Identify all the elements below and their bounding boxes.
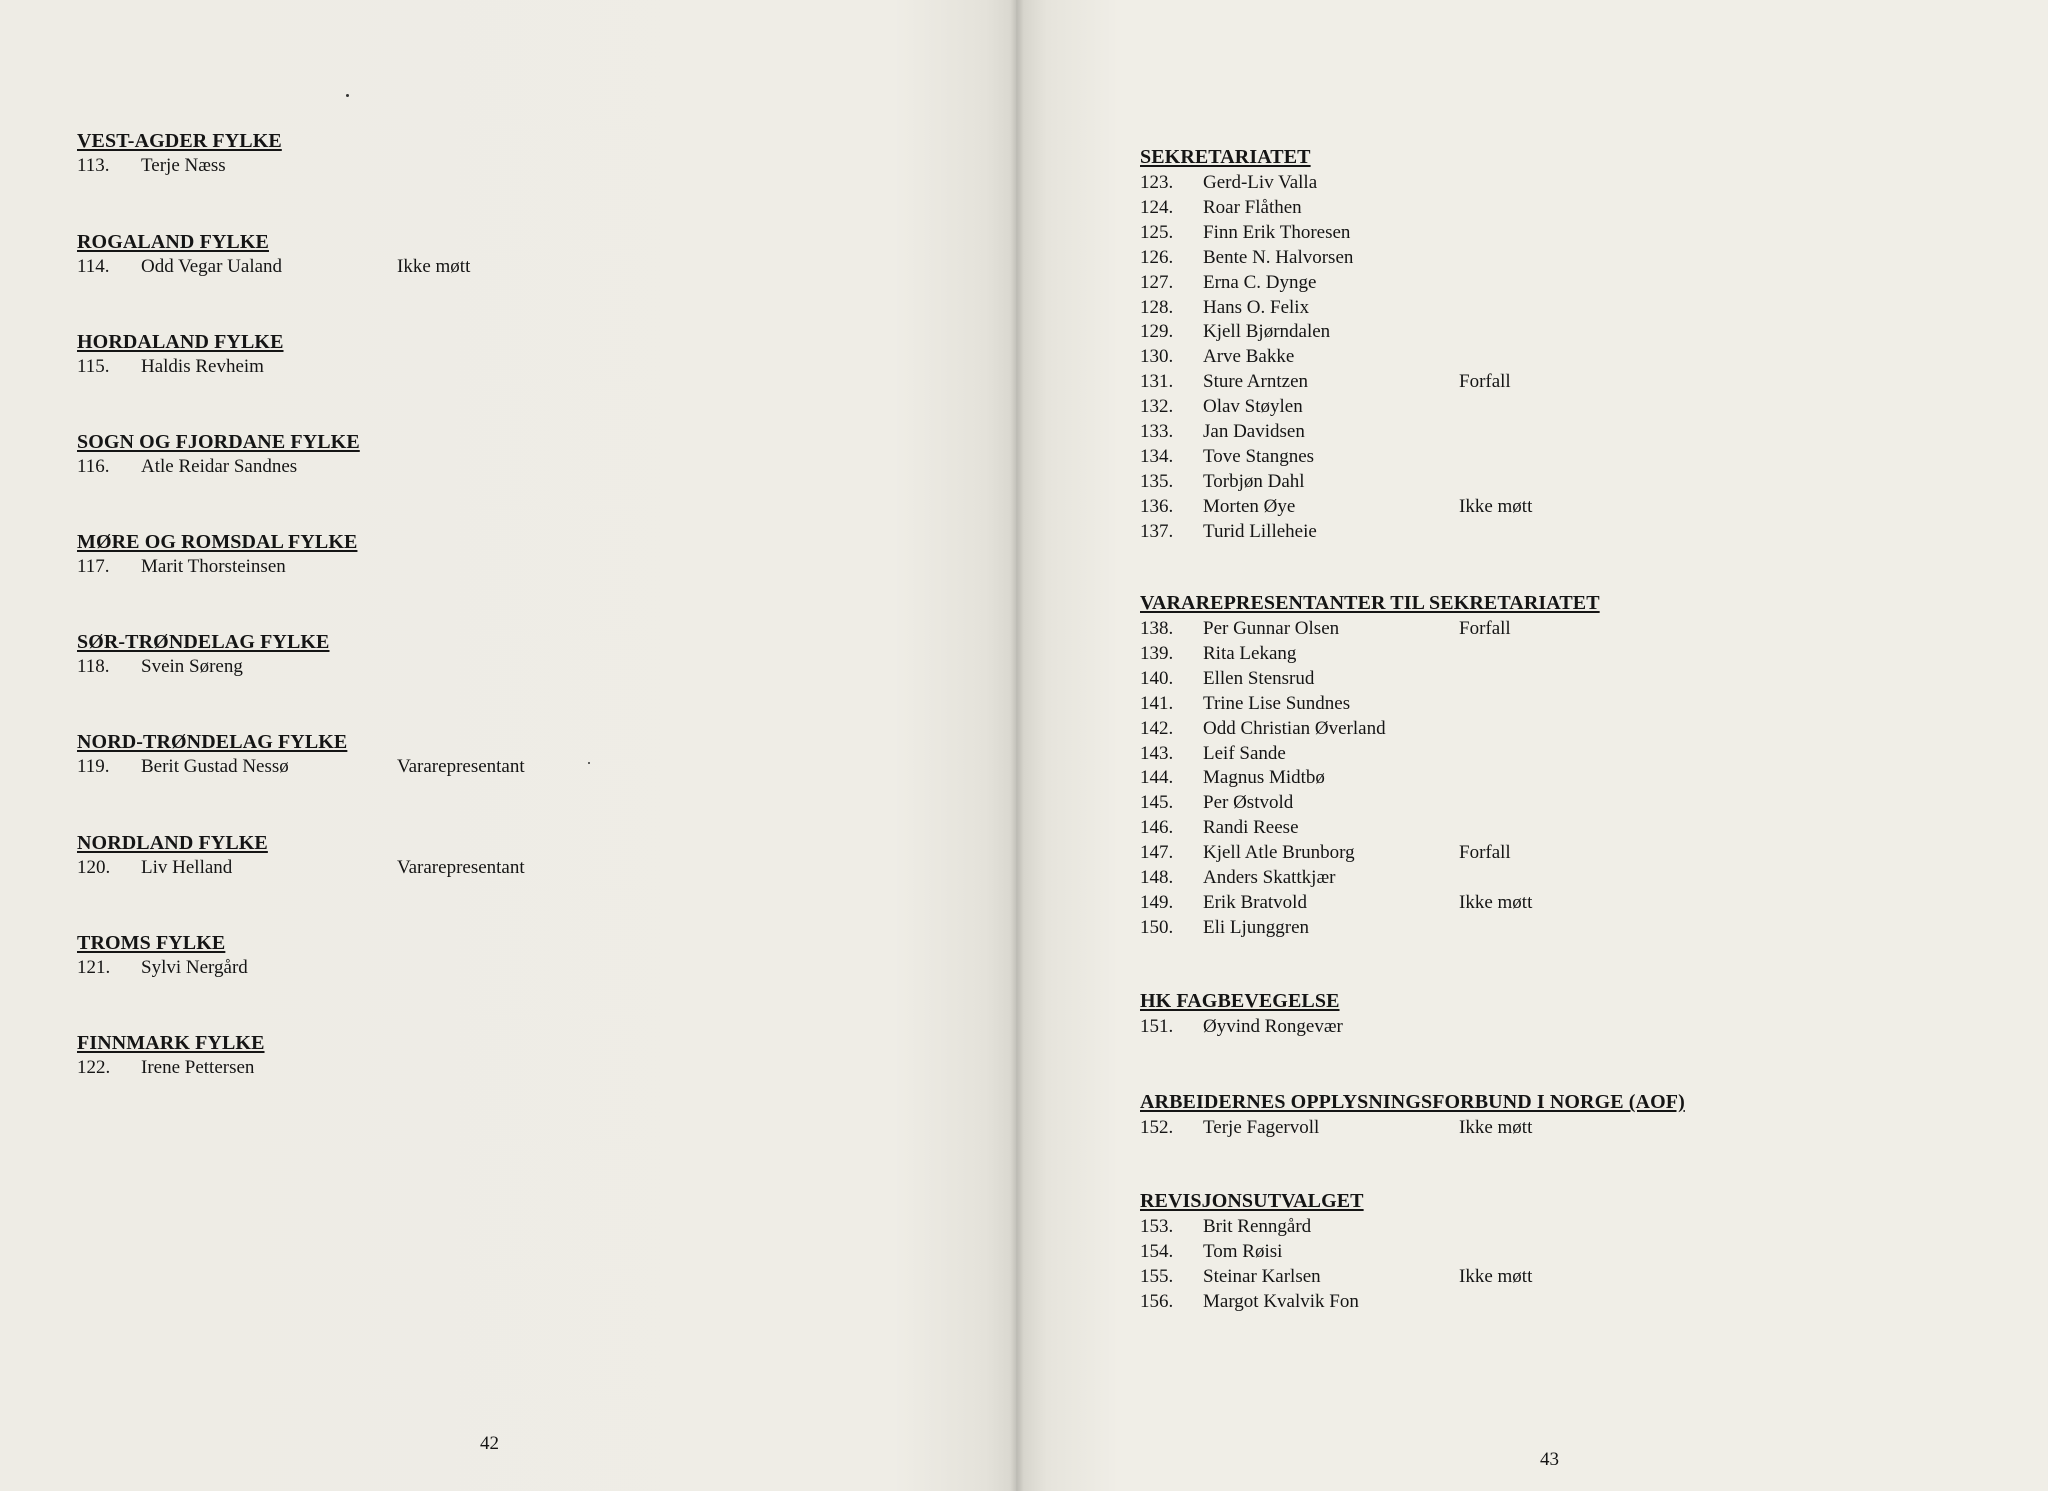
entry-number: 143. xyxy=(1140,742,1174,764)
list-item xyxy=(77,655,597,679)
entry-name: Odd Vegar Ualand xyxy=(141,256,283,277)
list-item xyxy=(1140,370,1659,394)
entry-number: 133. xyxy=(1140,421,1174,442)
entry-number: 150. xyxy=(1140,916,1174,938)
list-item xyxy=(1140,271,1659,295)
list-item xyxy=(1140,420,1659,444)
section-heading-more-og-romsdal-fylke: MØRE OG ROMSDAL FYLKE xyxy=(77,531,358,553)
print-speck xyxy=(346,94,349,97)
entry-name: Erik Bratvold xyxy=(1203,891,1307,913)
list-item xyxy=(1140,395,1659,419)
entry-number: 151. xyxy=(1140,1016,1174,1037)
entry-name: Tom Røisi xyxy=(1203,1240,1283,1262)
list-item xyxy=(1140,717,1659,741)
entry-name: Kjell Atle Brunborg xyxy=(1203,842,1355,864)
list-item xyxy=(77,555,597,579)
entry-status: Vararepresentant xyxy=(397,857,525,878)
list-item xyxy=(77,355,597,379)
entry-number: 130. xyxy=(1140,346,1174,368)
entry-name: Gerd-Liv Valla xyxy=(1203,172,1318,193)
list-item xyxy=(1140,171,1659,195)
entry-status: Forfall xyxy=(1459,618,1511,639)
entry-number: 113. xyxy=(77,155,110,176)
section-heading-hk-fagbevegelse: HK FAGBEVEGELSE xyxy=(1140,990,1340,1012)
entry-name: Ellen Stensrud xyxy=(1203,667,1315,689)
entry-number: 116. xyxy=(77,456,110,477)
entry-name: Marit Thorsteinsen xyxy=(141,556,286,577)
list-item xyxy=(1140,916,1659,940)
entry-number: 141. xyxy=(1140,692,1174,714)
entry-name: Terje Næss xyxy=(141,155,226,176)
list-item xyxy=(77,255,597,279)
entry-name: Olav Støylen xyxy=(1203,396,1303,418)
entry-name: Sture Arntzen xyxy=(1203,371,1309,393)
entry-name: Haldis Revheim xyxy=(141,356,264,377)
entry-number: 121. xyxy=(77,957,111,978)
entry-name: Roar Flåthen xyxy=(1203,196,1302,218)
entry-number: 122. xyxy=(77,1057,111,1078)
entry-name: Erna C. Dynge xyxy=(1203,271,1317,293)
list-item xyxy=(1140,1290,1659,1314)
list-item xyxy=(1140,246,1659,270)
entry-name: Torbjøn Dahl xyxy=(1203,470,1305,492)
entry-name: Leif Sande xyxy=(1203,742,1286,764)
page-number-right: 43 xyxy=(1540,1449,1559,1470)
entry-number: 153. xyxy=(1140,1216,1174,1237)
list-item xyxy=(1140,1215,1659,1239)
entry-number: 148. xyxy=(1140,867,1174,888)
entry-name: Jan Davidsen xyxy=(1203,421,1305,442)
entry-number: 136. xyxy=(1140,495,1174,517)
entry-name: Tove Stangnes xyxy=(1203,445,1315,467)
section-heading-rogaland-fylke: ROGALAND FYLKE xyxy=(77,231,269,253)
entry-number: 139. xyxy=(1140,642,1174,664)
entry-number: 154. xyxy=(1140,1240,1174,1262)
entry-name: Turid Lilleheie xyxy=(1203,520,1317,542)
entry-name: Sylvi Nergård xyxy=(141,957,248,978)
entry-name: Per Gunnar Olsen xyxy=(1203,618,1340,639)
list-item xyxy=(1140,1265,1659,1289)
entry-name: Bente N. Halvorsen xyxy=(1203,246,1354,268)
list-item xyxy=(1140,642,1659,666)
entry-name: Svein Søreng xyxy=(141,656,243,677)
entry-name: Berit Gustad Nessø xyxy=(141,756,289,777)
entry-name: Odd Christian Øverland xyxy=(1203,717,1386,739)
entry-number: 126. xyxy=(1140,246,1174,268)
list-item xyxy=(1140,495,1659,519)
entry-number: 118. xyxy=(77,656,110,677)
list-item xyxy=(1140,816,1659,840)
entry-number: 124. xyxy=(1140,196,1174,218)
list-item xyxy=(1140,742,1659,766)
entry-name: Arve Bakke xyxy=(1203,346,1295,368)
list-item xyxy=(77,755,597,779)
entry-name: Randi Reese xyxy=(1203,817,1299,839)
list-item xyxy=(1140,1240,1659,1264)
entry-number: 155. xyxy=(1140,1265,1174,1287)
entry-name: Brit Renngård xyxy=(1203,1216,1312,1237)
list-item xyxy=(1140,470,1659,494)
section-heading-hordaland-fylke: HORDALAND FYLKE xyxy=(77,331,284,353)
entry-name: Trine Lise Sundnes xyxy=(1203,692,1351,714)
entry-number: 145. xyxy=(1140,792,1174,814)
entry-name: Hans O. Felix xyxy=(1203,296,1310,318)
entry-number: 120. xyxy=(77,857,111,878)
entry-number: 137. xyxy=(1140,520,1174,542)
entry-number: 147. xyxy=(1140,842,1174,864)
entry-number: 123. xyxy=(1140,172,1174,193)
entry-name: Margot Kvalvik Fon xyxy=(1203,1290,1359,1312)
list-item xyxy=(1140,841,1659,865)
list-item xyxy=(1140,667,1659,691)
entry-status: Ikke møtt xyxy=(1459,1117,1533,1138)
entry-number: 138. xyxy=(1140,618,1174,639)
entry-number: 149. xyxy=(1140,891,1174,913)
entry-name: Steinar Karlsen xyxy=(1203,1265,1321,1287)
entry-status: Forfall xyxy=(1459,842,1511,864)
section-heading-nordland-fylke: NORDLAND FYLKE xyxy=(77,832,268,854)
entry-status: Vararepresentant xyxy=(397,756,525,777)
page-number-left: 42 xyxy=(480,1433,499,1454)
section-heading-vararepresentanter-til-sekretariatet: VARAREPRESENTANTER TIL SEKRETARIATET xyxy=(1140,592,1600,614)
entry-status: Ikke møtt xyxy=(397,256,471,277)
entry-number: 152. xyxy=(1140,1117,1174,1138)
entry-name: Eli Ljunggren xyxy=(1203,916,1310,938)
entry-number: 119. xyxy=(77,756,110,777)
section-heading-sogn-og-fjordane-fylke: SOGN OG FJORDANE FYLKE xyxy=(77,431,360,453)
entry-name: Rita Lekang xyxy=(1203,642,1297,664)
entry-name: Per Østvold xyxy=(1203,792,1294,814)
entry-number: 156. xyxy=(1140,1290,1174,1312)
list-item xyxy=(1140,221,1659,245)
entry-name: Irene Pettersen xyxy=(141,1057,255,1078)
book-gutter xyxy=(1010,0,1024,1491)
list-item xyxy=(77,455,597,479)
entry-number: 131. xyxy=(1140,371,1174,393)
entry-number: 142. xyxy=(1140,717,1174,739)
entry-number: 127. xyxy=(1140,271,1174,293)
entry-number: 140. xyxy=(1140,667,1174,689)
entry-number: 115. xyxy=(77,356,110,377)
list-item xyxy=(1140,345,1659,369)
section-heading-troms-fylke: TROMS FYLKE xyxy=(77,932,226,954)
entry-number: 132. xyxy=(1140,396,1174,418)
list-item xyxy=(1140,766,1659,790)
entry-name: Atle Reidar Sandnes xyxy=(141,456,298,477)
entry-name: Kjell Bjørndalen xyxy=(1203,321,1331,343)
list-item xyxy=(1140,196,1659,220)
entry-status: Forfall xyxy=(1459,371,1511,393)
list-item xyxy=(1140,1116,1659,1140)
entry-number: 114. xyxy=(77,256,110,277)
entry-number: 134. xyxy=(1140,445,1174,467)
list-item xyxy=(1140,692,1659,716)
list-item xyxy=(1140,1015,1659,1039)
entry-name: Liv Helland xyxy=(141,857,233,878)
list-item xyxy=(1140,520,1659,544)
list-item xyxy=(77,956,597,980)
section-heading-arbeidernes-opplysningsforbund-i-norge-aof: ARBEIDERNES OPPLYSNINGSFORBUND I NORGE (AOF) xyxy=(1140,1091,1685,1113)
entry-number: 144. xyxy=(1140,767,1174,789)
entry-name: Finn Erik Thoresen xyxy=(1203,221,1351,243)
section-heading-nord-trondelag-fylke: NORD-TRØNDELAG FYLKE xyxy=(77,731,348,753)
entry-number: 135. xyxy=(1140,470,1174,492)
section-heading-revisjonsutvalget: REVISJONSUTVALGET xyxy=(1140,1190,1364,1212)
entry-number: 128. xyxy=(1140,296,1174,318)
list-item xyxy=(1140,891,1659,915)
entry-status: Ikke møtt xyxy=(1459,1265,1533,1287)
entry-name: Øyvind Rongevær xyxy=(1203,1016,1343,1037)
section-heading-sor-trondelag-fylke: SØR-TRØNDELAG FYLKE xyxy=(77,631,330,653)
entry-name: Anders Skattkjær xyxy=(1203,867,1336,888)
list-item xyxy=(1140,791,1659,815)
list-item xyxy=(1140,866,1659,890)
list-item xyxy=(77,154,597,178)
entry-number: 125. xyxy=(1140,221,1174,243)
entry-name: Morten Øye xyxy=(1203,495,1296,517)
entry-name: Magnus Midtbø xyxy=(1203,767,1325,789)
entry-number: 146. xyxy=(1140,817,1174,839)
entry-status: Ikke møtt xyxy=(1459,495,1533,517)
list-item xyxy=(1140,320,1659,344)
list-item xyxy=(77,856,597,880)
section-heading-sekretariatet: SEKRETARIATET xyxy=(1140,146,1311,168)
section-heading-finnmark-fylke: FINNMARK FYLKE xyxy=(77,1032,265,1054)
list-item xyxy=(1140,445,1659,469)
section-heading-vest-agder-fylke: VEST-AGDER FYLKE xyxy=(77,130,282,152)
list-item xyxy=(1140,296,1659,320)
entry-number: 129. xyxy=(1140,321,1174,343)
list-item xyxy=(1140,617,1659,641)
entry-number: 117. xyxy=(77,556,110,577)
entry-name: Terje Fagervoll xyxy=(1203,1117,1320,1138)
list-item xyxy=(77,1056,597,1080)
entry-status: Ikke møtt xyxy=(1459,891,1533,913)
